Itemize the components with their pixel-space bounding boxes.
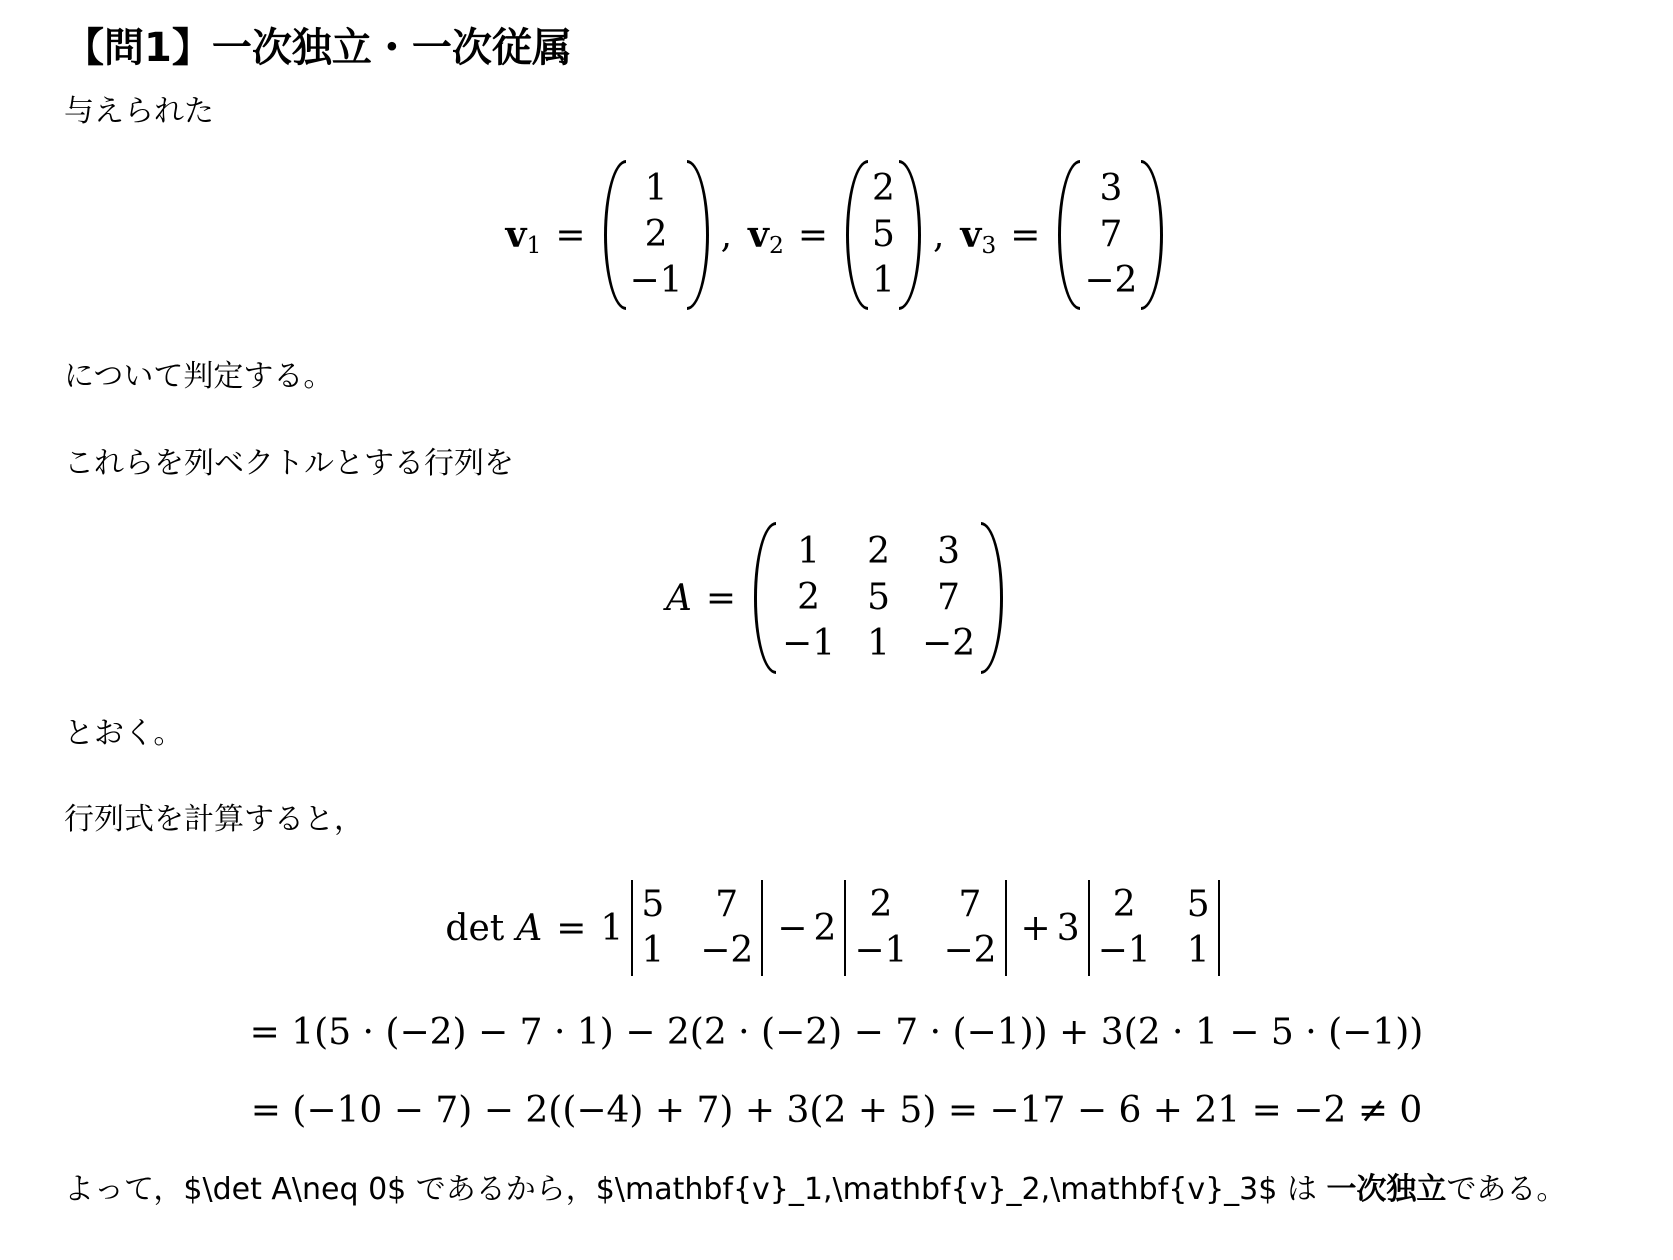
vector-1-label: $v_1$: [505, 214, 542, 259]
intro-text: 与えられた: [64, 94, 214, 129]
vector-1-entry: 2: [644, 214, 668, 255]
matrix-entry: 1: [797, 531, 821, 572]
matrix-entry: −1: [782, 623, 836, 664]
expansion-sign: +: [1020, 907, 1051, 949]
problem-title: 【問1】一次独立・一次従属: [64, 25, 572, 71]
conclusion-before: よって，$\det A\neq 0$ であるから，$\mathbf{v}_1,\mathbf{v}_2,\mathbf{v}_3$ は: [64, 1172, 1327, 1207]
minor-entry: 7: [958, 884, 982, 925]
expansion-step-3: [0, 1082, 1673, 1138]
minor-entry: −2: [700, 930, 754, 971]
judge-text: について判定する。: [64, 359, 334, 394]
matrix-entry: 3: [937, 531, 961, 572]
matrix-entry: 7: [937, 577, 961, 618]
matrix-a: [754, 522, 1003, 674]
vector-1-entry: −1: [629, 260, 683, 301]
vector-1: [604, 160, 709, 310]
det-intro-text: 行列式を計算すると，: [64, 802, 364, 837]
matrix-equation: A = 1 2 3 2 5 7 −1 1 −2: [0, 522, 1673, 674]
minor-entry: 1: [1186, 930, 1210, 971]
matrix-entry: 2: [867, 531, 891, 572]
minor-2: [844, 880, 1006, 976]
vector-1-entry: 1: [644, 168, 668, 209]
expansion-coef: 1: [600, 907, 624, 949]
expansion-sign: −: [777, 907, 808, 949]
conclusion-bold: 一次独立: [1326, 1172, 1447, 1207]
put-text: とおく。: [64, 716, 184, 751]
vector-2-entry: 5: [872, 214, 895, 255]
vector-3-entry: 3: [1099, 168, 1123, 209]
vector-2-entry: 2: [872, 168, 895, 209]
expansion-coef: 2: [813, 907, 837, 949]
expansion-step-2: [0, 1004, 1673, 1060]
minor-entry: −1: [1097, 930, 1151, 971]
vector-2-entry: 1: [872, 260, 895, 301]
minor-1: [631, 880, 763, 976]
minor-entry: 7: [715, 884, 739, 925]
expansion-step-2-text: = 1(5 · (−2) − 7 · 1) − 2(2 · (−2) − 7 · (−1)) + 3(2 · 1 − 5 · (−1)): [249, 1011, 1424, 1053]
matrix-entry: 1: [867, 623, 891, 664]
minor-entry: −2: [943, 930, 997, 971]
minor-entry: 5: [641, 884, 665, 925]
determinant-expansion: det A = 1 5 7 1 −2 − 2 2 7 −1 −2 + 3 2 5 −1 1: [0, 876, 1673, 980]
det-variable: A: [516, 907, 543, 949]
vector-3-def: $v_3$ = 3 7 −2: [960, 160, 1167, 310]
expansion-step-3-text: = (−10 − 7) − 2((−4) + 7) + 3(2 + 5) = −17 − 6 + 21 = −2 ≠ 0: [250, 1089, 1423, 1131]
matrix-entry: −2: [922, 623, 976, 664]
minor-entry: 2: [869, 884, 893, 925]
minor-entry: 2: [1112, 884, 1136, 925]
vector-1-def: $v_1$ = 1 2 −1: [506, 160, 713, 310]
vector-2: [846, 160, 921, 310]
vector-2-def: $v_2$ = 2 5 1: [748, 160, 925, 310]
matrix-name: A: [665, 577, 692, 619]
expansion-coef: 3: [1056, 907, 1080, 949]
minor-entry: 1: [641, 930, 665, 971]
matrix-entry: 2: [797, 577, 821, 618]
vector-3-entry: −2: [1084, 260, 1138, 301]
minor-entry: 5: [1186, 884, 1210, 925]
minor-entry: −1: [854, 930, 908, 971]
vector-3-entry: 7: [1099, 214, 1123, 255]
vector-3-label: $v_3$: [960, 214, 997, 259]
matrix-entry: 5: [867, 577, 891, 618]
vector-3: [1058, 160, 1163, 310]
conclusion-text: [64, 1168, 1566, 1212]
minor-3: [1088, 880, 1220, 976]
vectors-equation: $v_1$ = 1 2 −1 , $v_2$ = 2 5 1 , $v_3$ = 3 7 −2: [0, 160, 1673, 310]
matrix-intro-text: これらを列ベクトルとする行列を: [64, 446, 514, 481]
conclusion-after: である。: [1446, 1172, 1567, 1207]
vector-2-label: $v_2$: [748, 214, 784, 259]
det-function: det: [445, 907, 505, 949]
